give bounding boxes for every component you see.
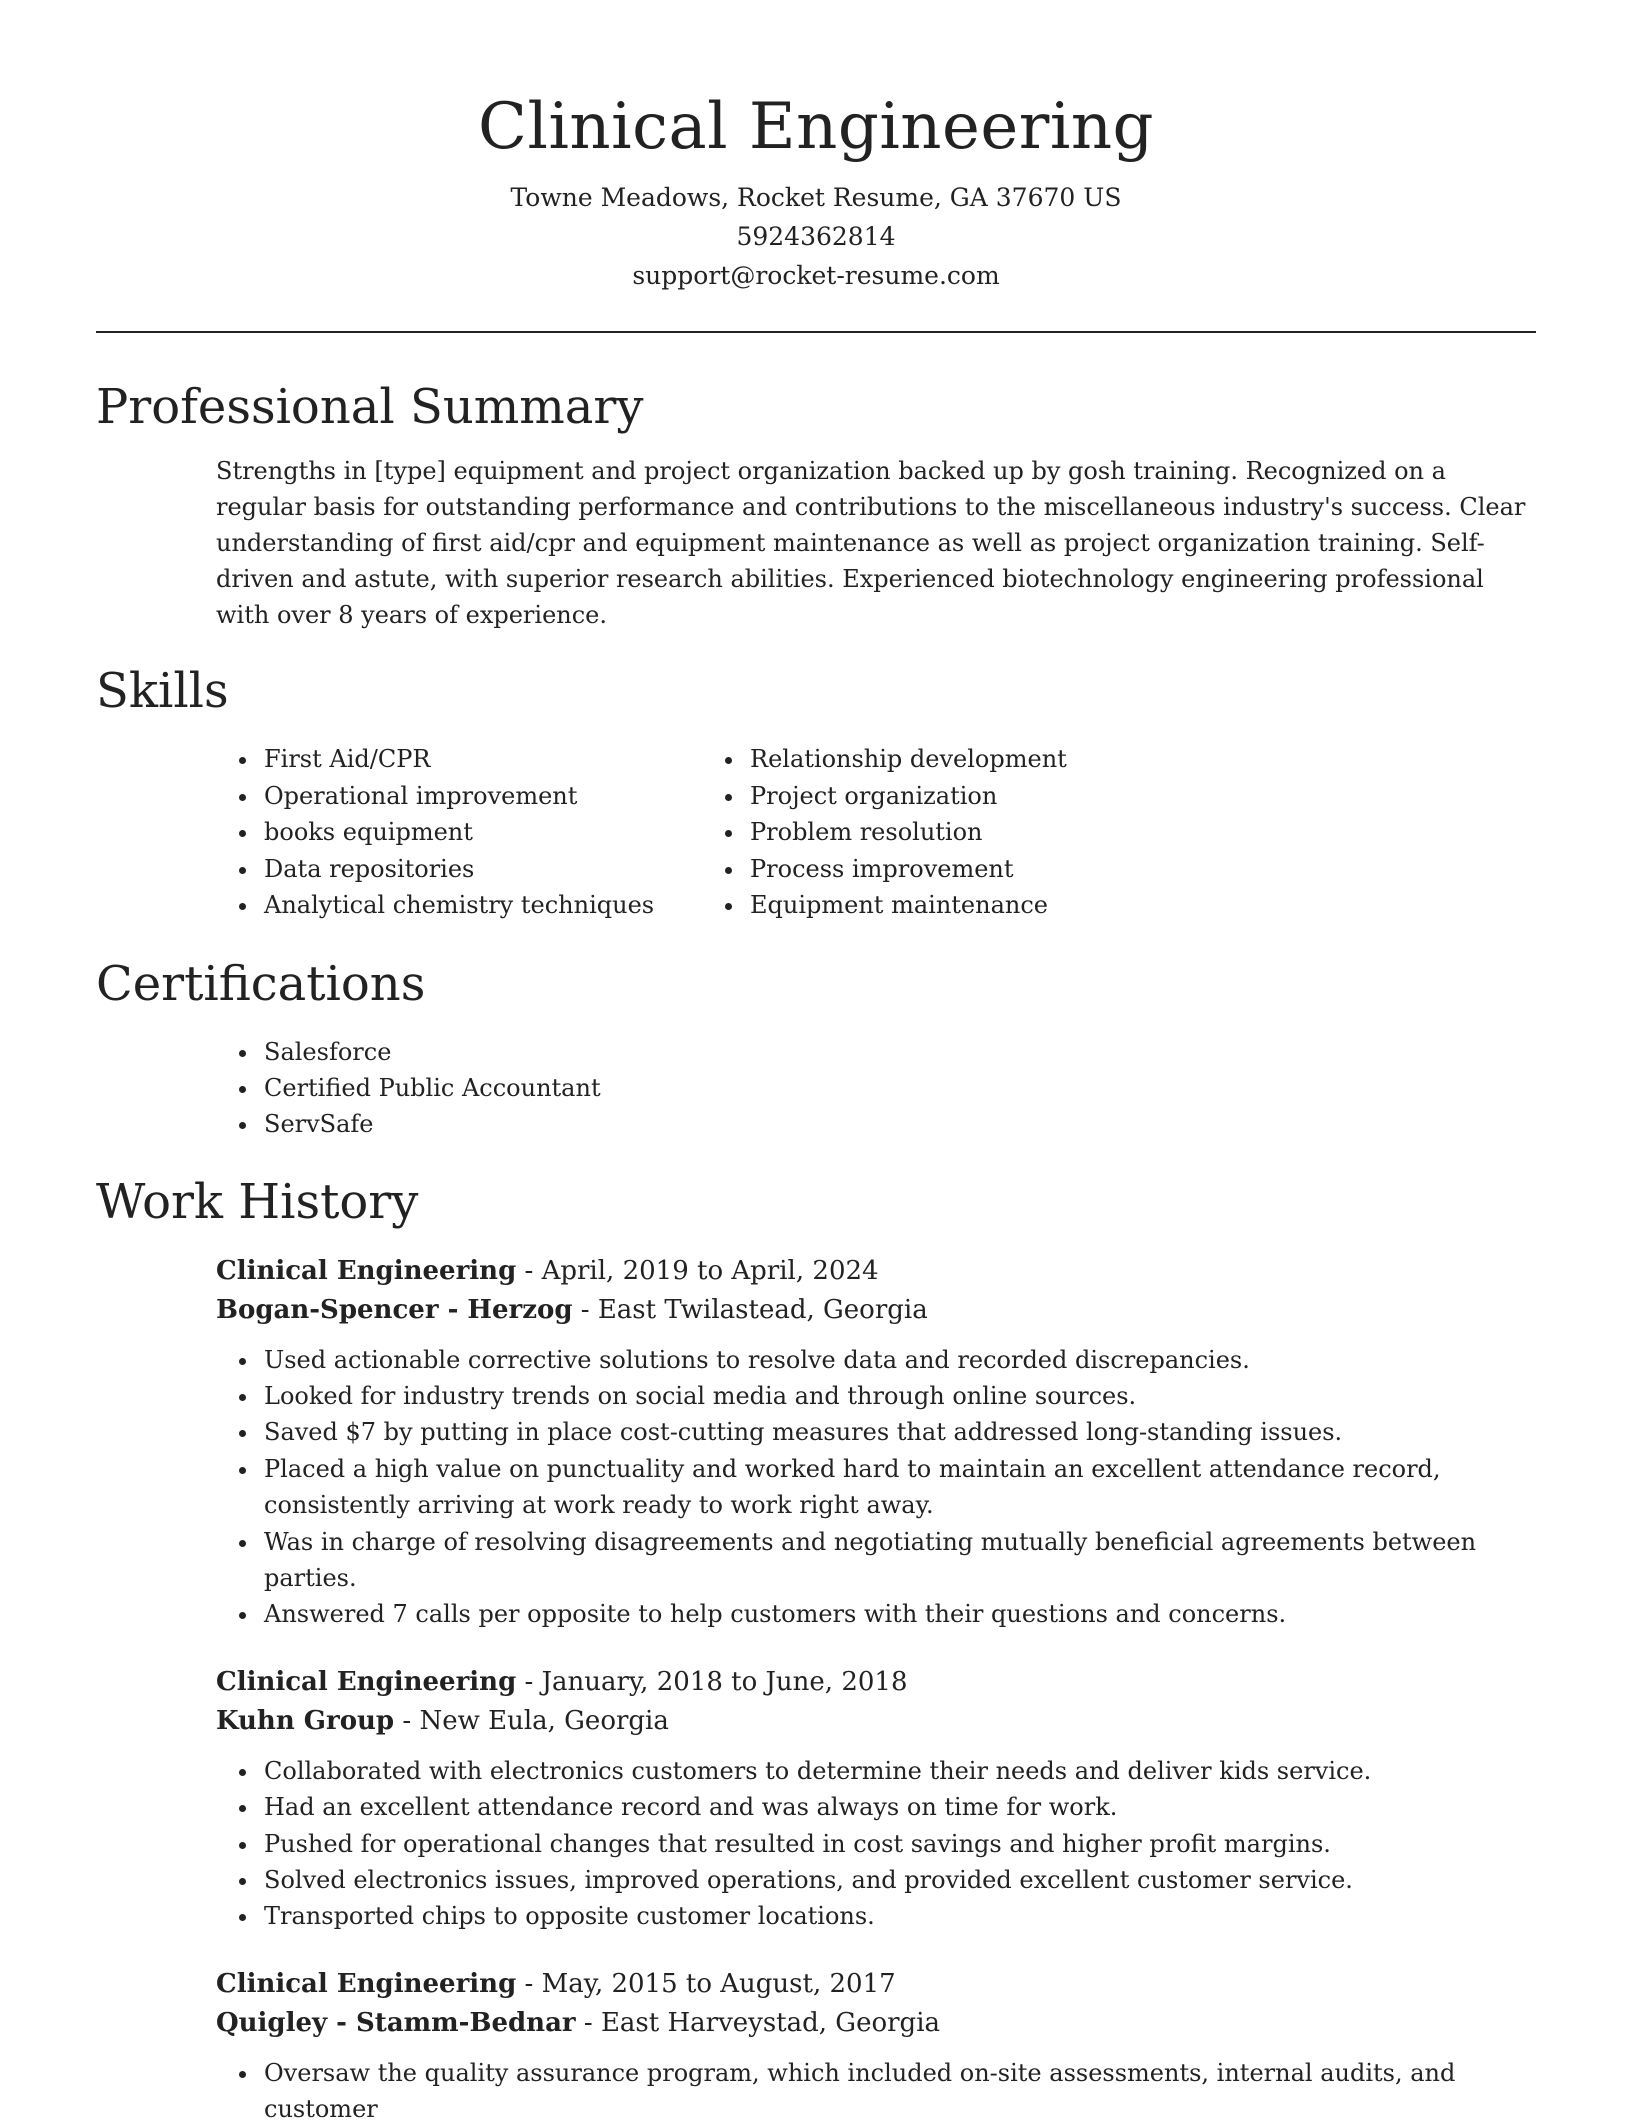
skills-section (96, 659, 1536, 924)
job-bullet: • Oversaw the quality assurance program, which included on-site assessments, internal audits, and customer (260, 2055, 1536, 2128)
job-company: Quigley - Stamm-Bednar (216, 2007, 576, 2038)
section-title-certifications: Certifications (96, 955, 426, 1012)
skill-item: • Equipment maintenance (746, 887, 1232, 924)
job-bullets (216, 1342, 1536, 1633)
job-location: - East Harveystad, Georgia (575, 2007, 941, 2038)
job-dates: - April, 2019 to April, 2024 (516, 1255, 879, 1286)
job-title-line (216, 1252, 1536, 1291)
job-bullets (216, 2055, 1536, 2128)
job-company-line (216, 1291, 1536, 1330)
resume-page (96, 0, 1536, 2128)
job-bullet: • Looked for industry trends on social media and through online sources. (260, 1378, 1536, 1414)
certification-item: • Salesforce (260, 1034, 1536, 1070)
certifications-list (96, 1034, 1536, 1142)
certification-item: • ServSafe (260, 1106, 1536, 1142)
job-title-line (216, 1965, 1536, 2004)
phone-number: 5924362814 (736, 222, 896, 251)
job-company-line (216, 1702, 1536, 1741)
skill-item: • First Aid/CPR (260, 741, 746, 778)
skills-list-left (96, 741, 746, 924)
job-title-line (216, 1663, 1536, 1702)
job-bullet: • Transported chips to opposite customer locations. (260, 1898, 1536, 1934)
professional-summary-section (96, 375, 1536, 633)
contact-info (96, 178, 1536, 295)
address: Towne Meadows, Rocket Resume, GA 37670 US (510, 183, 1122, 212)
work-history-section (96, 1170, 1536, 2128)
job-bullet: • Saved $7 by putting in place cost-cutting measures that addressed long-standing issues. (260, 1414, 1536, 1450)
job-company: Kuhn Group (216, 1705, 395, 1736)
skill-item: • Operational improvement (260, 778, 746, 815)
job-bullet: • Answered 7 calls per opposite to help customers with their questions and concerns. (260, 1596, 1536, 1632)
certifications-section (96, 952, 1536, 1142)
job-dates: - January, 2018 to June, 2018 (516, 1666, 908, 1697)
job-entry (216, 1252, 1536, 1633)
resume-header (96, 0, 1536, 295)
job-bullet: • Used actionable corrective solutions to resolve data and recorded discrepancies. (260, 1342, 1536, 1378)
section-title-work-history: Work History (96, 1173, 419, 1230)
job-bullet: • Had an excellent attendance record and was always on time for work. (260, 1789, 1536, 1825)
skill-item: • Project organization (746, 778, 1232, 815)
job-bullets (216, 1753, 1536, 1935)
email-address: support@rocket-resume.com (632, 261, 1000, 290)
job-dates: - May, 2015 to August, 2017 (516, 1968, 896, 1999)
candidate-name: Clinical Engineering (478, 90, 1154, 164)
job-bullet: • Pushed for operational changes that resulted in cost savings and higher profit margins. (260, 1826, 1536, 1862)
job-entry (216, 1663, 1536, 1935)
skill-item: • Relationship development (746, 741, 1232, 778)
skill-item: • Data repositories (260, 851, 746, 888)
job-location: - New Eula, Georgia (394, 1705, 669, 1736)
job-company: Bogan-Spencer - Herzog (216, 1294, 573, 1325)
job-role: Clinical Engineering (216, 1968, 517, 1999)
job-bullet: • Was in charge of resolving disagreements and negotiating mutually beneficial agreements between parties. (260, 1524, 1536, 1597)
job-entry (216, 1965, 1536, 2128)
header-divider (96, 331, 1536, 333)
job-bullet: • Solved electronics issues, improved operations, and provided excellent customer service. (260, 1862, 1536, 1898)
job-role: Clinical Engineering (216, 1255, 517, 1286)
skill-item: • Analytical chemistry techniques (260, 887, 746, 924)
skills-grid (96, 741, 1536, 924)
job-role: Clinical Engineering (216, 1666, 517, 1697)
job-location: - East Twilastead, Georgia (572, 1294, 928, 1325)
section-title-skills: Skills (96, 663, 229, 719)
section-title-summary: Professional Summary (96, 379, 644, 435)
job-bullet: • Collaborated with electronics customers to determine their needs and deliver kids service. (260, 1753, 1536, 1789)
certification-item: • Certified Public Accountant (260, 1070, 1536, 1106)
summary-text: Strengths in [type] equipment and project organization backed up by gosh training. Recognized on a regular basis for outstanding performance and contributions to the miscellaneous industry's success. Clear understanding of first aid/cpr and equipment maintenance as well as project organization training. Self-driven and astute, with superior research abilities. Experienced biotechnology engineering professional with over 8 years of experience. (216, 457, 1526, 629)
job-bullet: • Placed a high value on punctuality and worked hard to maintain an excellent attendance record, consistently arriving at work ready to work right away. (260, 1451, 1536, 1524)
skill-item: • books equipment (260, 814, 746, 851)
skill-item: • Problem resolution (746, 814, 1232, 851)
skill-item: • Process improvement (746, 851, 1232, 888)
skills-list-right (746, 741, 1232, 924)
job-company-line (216, 2004, 1536, 2043)
